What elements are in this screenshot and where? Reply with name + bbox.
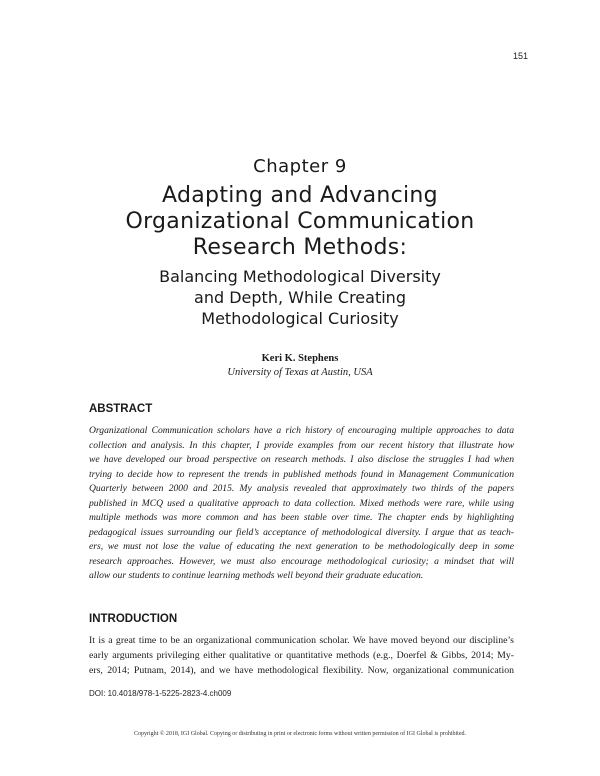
- introduction-line: ers, 2014; Putnam, 2014), and we have methodological flexibility. Now, organizational communication: [89, 665, 514, 676]
- title-line: Research Methods:: [192, 235, 408, 260]
- subtitle-line: Balancing Methodological Diversity: [159, 267, 441, 286]
- chapter-label: Chapter 9: [253, 156, 347, 177]
- chapter-title: [40, 183, 560, 261]
- author-affiliation: University of Texas at Austin, USA: [227, 367, 373, 378]
- abstract-line: allow our students to continue learning methods well beyond their graduate education.: [89, 570, 424, 581]
- abstract-line: ers, we must not lose the value of educating the next generation to be methodologically deep in some: [89, 541, 514, 552]
- abstract-line: published in MCQ used a qualitative approach to data collection. Mixed methods were rare, while using: [89, 497, 514, 509]
- abstract-line: research approaches. However, we must also encourage methodological curiosity; a mindset that will: [89, 555, 514, 567]
- introduction-heading: INTRODUCTION: [89, 613, 178, 625]
- doi-line: DOI: 10.4018/978-1-5225-2823-4.ch009: [89, 689, 232, 698]
- author-name: Keri K. Stephens: [261, 353, 339, 364]
- author-block: [0, 352, 600, 380]
- introduction-line: It is a great time to be an organizational communication scholar. We have moved beyond our discipline’s: [89, 635, 514, 646]
- copyright-notice: Copyright © 2018, IGI Global. Copying or distributing in print or electronic forms without written permission of IGI Global is prohibited.: [133, 731, 466, 737]
- abstract-line: pedagogical issues surrounding our field’s acceptance of methodological diversity. I argue that as teach-: [89, 526, 514, 538]
- abstract-line: we have developed our broad perspective on research methods. I also disclose the struggles I had when: [89, 454, 514, 465]
- introduction-line: early arguments privileging either qualitative or quantitative methods (e.g., Doerfel & Gibbs, 2014; My-: [89, 650, 514, 661]
- chapter-subtitle: [40, 266, 560, 329]
- abstract-heading: ABSTRACT: [89, 403, 153, 415]
- introduction-text: [89, 633, 514, 678]
- abstract-line: trying to decide how to represent the trends in published methods found in Management Communication: [89, 468, 514, 480]
- subtitle-line: and Depth, While Creating: [194, 288, 406, 307]
- abstract-line: Quarterly between 2000 and 2015. My analysis revealed that approximately two thirds of the papers: [89, 483, 514, 494]
- title-line: Organizational Communication: [125, 209, 475, 234]
- abstract-line: multiple methods was more common and has been stable over time. The chapter ends by highlighting: [89, 512, 514, 523]
- abstract-line: collection and analysis. In this chapter, I provide examples from our recent history that illustrate how: [89, 439, 514, 451]
- page-number: 151: [512, 51, 528, 61]
- title-line: Adapting and Advancing: [162, 183, 438, 208]
- abstract-line: Organizational Communication scholars have a rich history of encouraging multiple approaches to data: [89, 425, 514, 436]
- subtitle-line: Methodological Curiosity: [201, 309, 399, 328]
- abstract-text: [89, 424, 514, 584]
